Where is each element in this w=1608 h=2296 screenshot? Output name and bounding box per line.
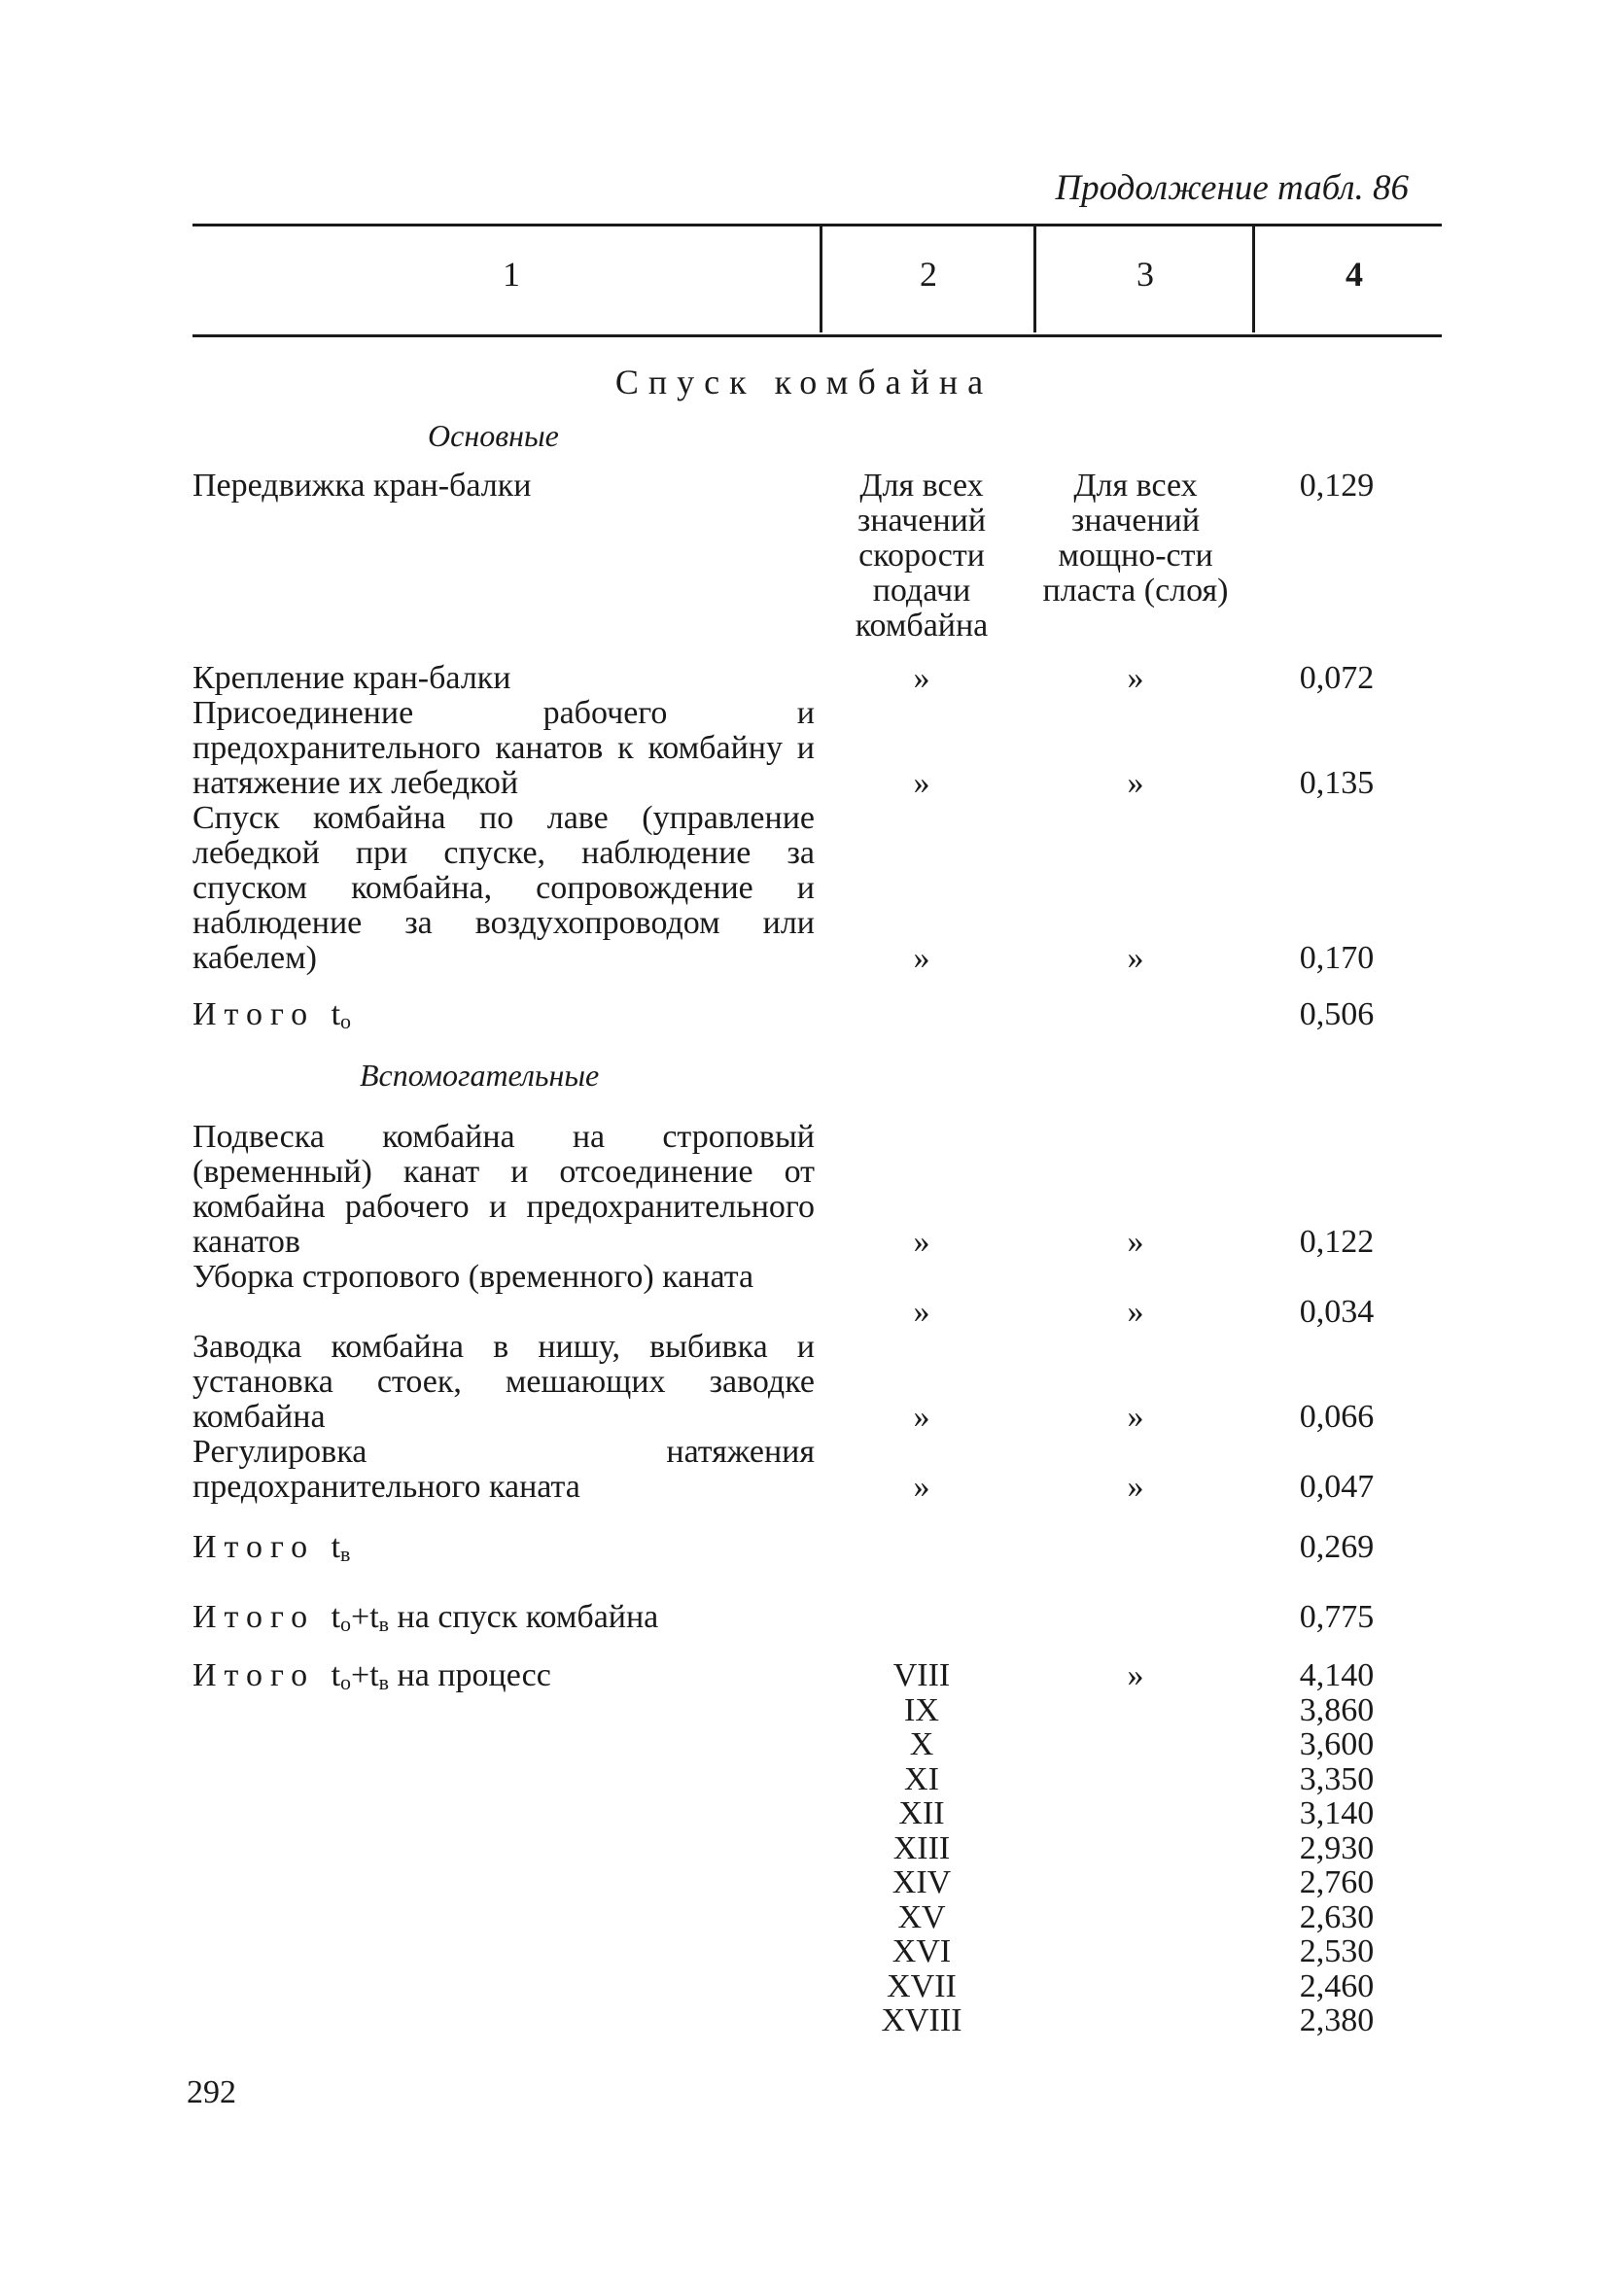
total-word: Итого bbox=[192, 1657, 316, 1693]
total-word: Итого bbox=[192, 996, 316, 1032]
ditto-mark: » bbox=[1127, 1657, 1144, 1693]
page-number: 292 bbox=[187, 2074, 236, 2110]
expr-symbol-b: t bbox=[369, 1657, 379, 1693]
category-roman: XIII bbox=[892, 1829, 951, 1866]
norm-value: 0,170 bbox=[1299, 940, 1375, 976]
total-expression bbox=[332, 1599, 659, 1635]
operation-name: Спуск комбайна по лаве (управление лебедкой при спуске, наблюдение за спуском комбайна, сопровождение и наблюдение за воздухопроводом или кабелем) bbox=[192, 800, 815, 976]
header-col-4: 4 bbox=[1346, 255, 1363, 294]
speed-condition: Для всех значений скорости подачи комбайна bbox=[855, 468, 989, 644]
total-expression bbox=[332, 1657, 551, 1693]
process-value: 2,760 bbox=[1299, 1864, 1375, 1900]
process-value: 2,630 bbox=[1299, 1898, 1375, 1935]
ditto-mark: » bbox=[1127, 765, 1144, 801]
table-continuation-caption: Продолжение табл. 86 bbox=[1055, 168, 1409, 208]
operation-name: Крепление кран-балки bbox=[192, 660, 511, 696]
total-label bbox=[192, 1530, 815, 1572]
ditto-mark: » bbox=[913, 765, 930, 801]
norm-value: 0,129 bbox=[1299, 468, 1375, 504]
process-value: 4,140 bbox=[1299, 1657, 1375, 1693]
header-col-1: 1 bbox=[503, 255, 520, 294]
expr-tail: на процесс bbox=[397, 1657, 551, 1693]
total-value: 0,269 bbox=[1299, 1529, 1375, 1565]
norm-value: 0,047 bbox=[1299, 1469, 1375, 1505]
expr-symbol-b: t bbox=[369, 1599, 379, 1635]
operation-name: Регулировка натяжения предохранительного каната bbox=[192, 1434, 815, 1505]
category-list bbox=[824, 1658, 1019, 2038]
ditto-mark: » bbox=[1127, 1399, 1144, 1435]
category-roman: XII bbox=[898, 1795, 945, 1831]
process-value: 3,860 bbox=[1299, 1691, 1375, 1728]
expr-plus: + bbox=[351, 1599, 370, 1635]
table-header-bottom-rule bbox=[192, 334, 1442, 337]
category-roman: XVII bbox=[887, 1967, 957, 2004]
category-roman: XV bbox=[897, 1898, 946, 1935]
expr-subscript-a: о bbox=[340, 1670, 352, 1694]
operation-name: Уборка стропового (временного) каната bbox=[192, 1259, 754, 1295]
expr-symbol-a: t bbox=[331, 1657, 341, 1693]
process-value: 3,140 bbox=[1299, 1795, 1375, 1831]
operation-name: Заводка комбайна в нишу, выбивка и установка стоек, мешающих заводке комбайна bbox=[192, 1329, 815, 1435]
total-subscript: о bbox=[340, 1009, 352, 1033]
process-value: 2,530 bbox=[1299, 1933, 1375, 1969]
total-label bbox=[192, 997, 815, 1039]
ditto-mark: » bbox=[1127, 1294, 1144, 1330]
ditto-mark: » bbox=[913, 940, 930, 976]
category-roman: X bbox=[909, 1726, 934, 1762]
expr-subscript-b: в bbox=[378, 1670, 390, 1694]
norm-value: 0,122 bbox=[1299, 1224, 1375, 1260]
process-value: 3,350 bbox=[1299, 1760, 1375, 1797]
category-roman: VIII bbox=[892, 1657, 951, 1693]
norm-value: 0,066 bbox=[1299, 1399, 1375, 1435]
norm-value: 0,135 bbox=[1299, 765, 1375, 801]
ditto-mark: » bbox=[1127, 1469, 1144, 1505]
expr-subscript-b: в bbox=[378, 1612, 390, 1636]
expr-tail: на спуск комбайна bbox=[397, 1599, 659, 1635]
process-value: 2,380 bbox=[1299, 2002, 1375, 2038]
ditto-mark: » bbox=[913, 1294, 930, 1330]
expr-subscript-a: о bbox=[340, 1612, 352, 1636]
ditto-mark: » bbox=[1127, 940, 1144, 976]
column-divider-3 bbox=[1252, 226, 1255, 332]
total-word: Итого bbox=[192, 1529, 316, 1565]
operation-name: Присоединение рабочего и предохранительного канатов к комбайну и натяжение их лебедкой bbox=[192, 695, 815, 801]
expr-plus: + bbox=[351, 1657, 370, 1693]
total-symbol: t bbox=[331, 1529, 341, 1565]
norm-value: 0,072 bbox=[1299, 660, 1375, 696]
section-title: Спуск комбайна bbox=[614, 363, 994, 401]
total-label bbox=[192, 1600, 873, 1642]
process-value: 2,460 bbox=[1299, 1967, 1375, 2004]
operation-name: Передвижка кран-балки bbox=[192, 468, 532, 504]
category-roman: XVIII bbox=[881, 2002, 962, 2038]
ditto-mark: » bbox=[1127, 660, 1144, 696]
ditto-mark: » bbox=[1127, 1224, 1144, 1260]
process-value: 2,930 bbox=[1299, 1829, 1375, 1866]
column-divider-2 bbox=[1033, 226, 1036, 332]
category-roman: IX bbox=[904, 1691, 939, 1728]
group-heading-aux: Вспомогательные bbox=[360, 1058, 600, 1093]
header-col-2: 2 bbox=[920, 255, 937, 294]
ditto-mark: » bbox=[913, 1399, 930, 1435]
total-value: 0,506 bbox=[1299, 996, 1375, 1032]
total-label bbox=[192, 1658, 873, 1700]
total-subscript: в bbox=[340, 1542, 351, 1566]
total-symbol: t bbox=[331, 996, 341, 1032]
category-roman: XI bbox=[904, 1760, 939, 1797]
process-value-list bbox=[1264, 1658, 1410, 2038]
ditto-mark: » bbox=[913, 1224, 930, 1260]
operation-name: Подвеска комбайна на строповый (временный) канат и отсоединение от комбайна рабочего и предохранительного канатов bbox=[192, 1119, 815, 1260]
thickness-condition: Для всех значений мощно-сти пласта (слоя) bbox=[1042, 468, 1229, 609]
process-value: 3,600 bbox=[1299, 1726, 1375, 1762]
group-heading-main: Основные bbox=[428, 418, 559, 453]
ditto-mark: » bbox=[913, 1469, 930, 1505]
category-roman: XVI bbox=[891, 1933, 952, 1969]
norm-value: 0,034 bbox=[1299, 1294, 1375, 1330]
total-word: Итого bbox=[192, 1599, 316, 1635]
category-roman: XIV bbox=[891, 1864, 952, 1900]
expr-symbol-a: t bbox=[331, 1599, 341, 1635]
ditto-mark: » bbox=[913, 660, 930, 696]
column-divider-1 bbox=[820, 226, 822, 332]
total-value: 0,775 bbox=[1299, 1599, 1375, 1635]
header-col-3: 3 bbox=[1136, 255, 1154, 294]
